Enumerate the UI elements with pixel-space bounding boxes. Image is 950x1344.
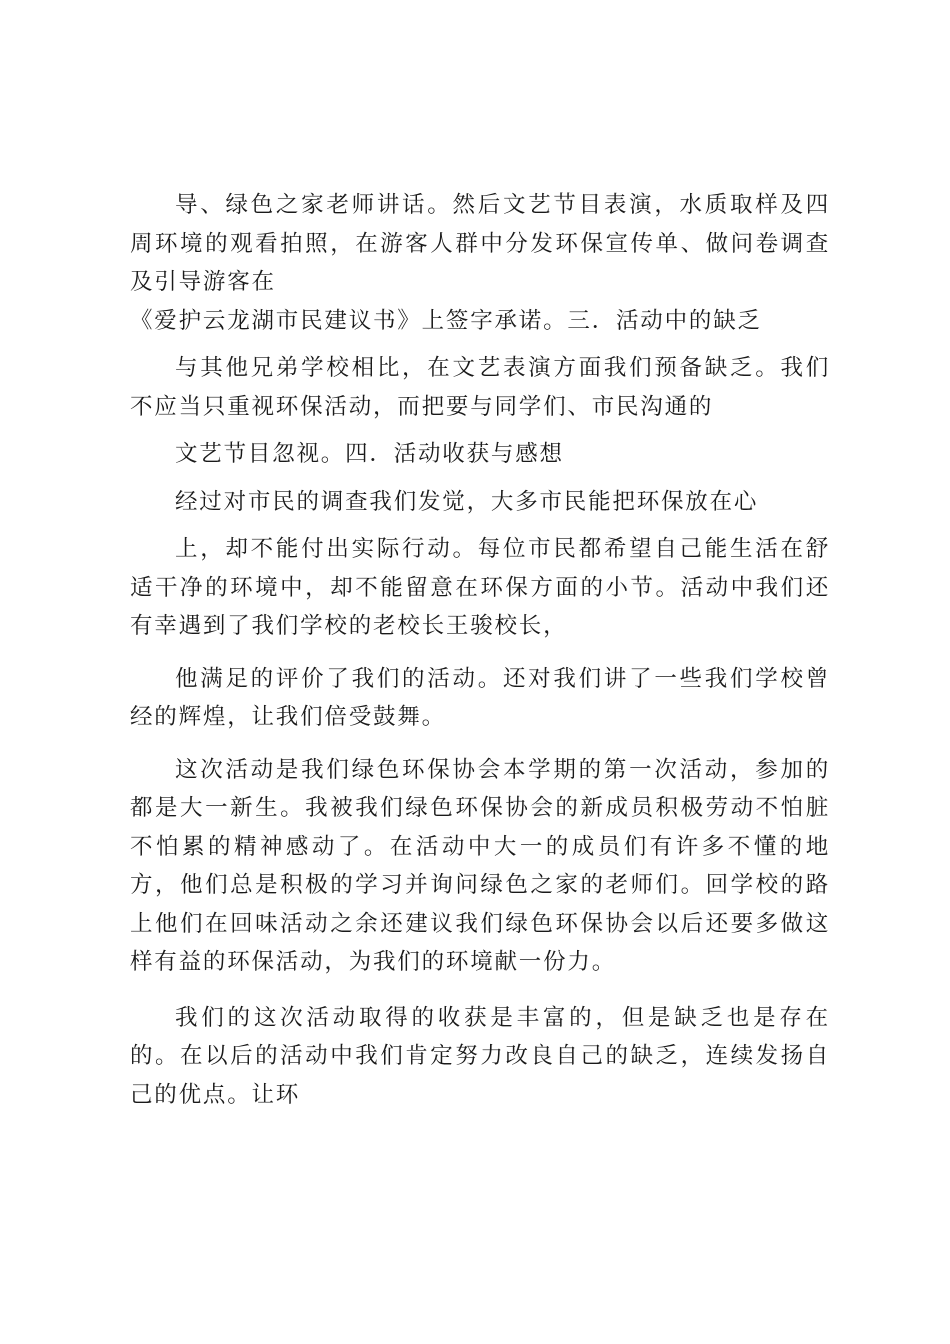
paragraph-1: 导、绿色之家老师讲话。然后文艺节目表演，水质取样及四周环境的观看拍照，在游客人群中分发环保宣传单、做问卷调查及引导游客在 [130,192,830,295]
paragraph-2: 《爱护云龙湖市民建议书》上签字承诺。三．活动中的缺乏 [130,307,762,334]
paragraph-4: 文艺节目忽视。四．活动收获与感想 [175,441,564,467]
paragraph-5: 经过对市民的调查我们发觉，大多市民能把环保放在心 [175,488,759,515]
paragraph-9: 我们的这次活动取得的收获是丰富的，但是缺乏也是存在的。在以后的活动中我们肯定努力改良自己的缺乏，连续发扬自己的优点。让环 [130,1004,830,1108]
paragraph-8: 这次活动是我们绿色环保协会本学期的第一次活动，参加的都是大一新生。我被我们绿色环保协会的新成员积极劳动不怕脏不怕累的精神感动了。在活动中大一的成员们有许多不懂的地方，他们总是积极的学习并询问绿色之家的老师们。回学校的路上他们在回味活动之余还建议我们绿色环保协会以后还要多做这样有益的环保活动，为我们的环境献一份力。 [130,756,830,975]
paragraph-6: 上，却不能付出实际行动。每位市民都希望自己能生活在舒适干净的环境中，却不能留意在环保方面的小节。活动中我们还有幸遇到了我们学校的老校长王骏校长， [130,536,830,639]
paragraph-3: 与其他兄弟学校相比，在文艺表演方面我们预备缺乏。我们不应当只重视环保活动，而把要与同学们、市民沟通的 [130,355,830,420]
document-page [130,186,830,1114]
paragraph-7: 他满足的评价了我们的活动。还对我们讲了一些我们学校曾经的辉煌，让我们倍受鼓舞。 [130,665,830,730]
